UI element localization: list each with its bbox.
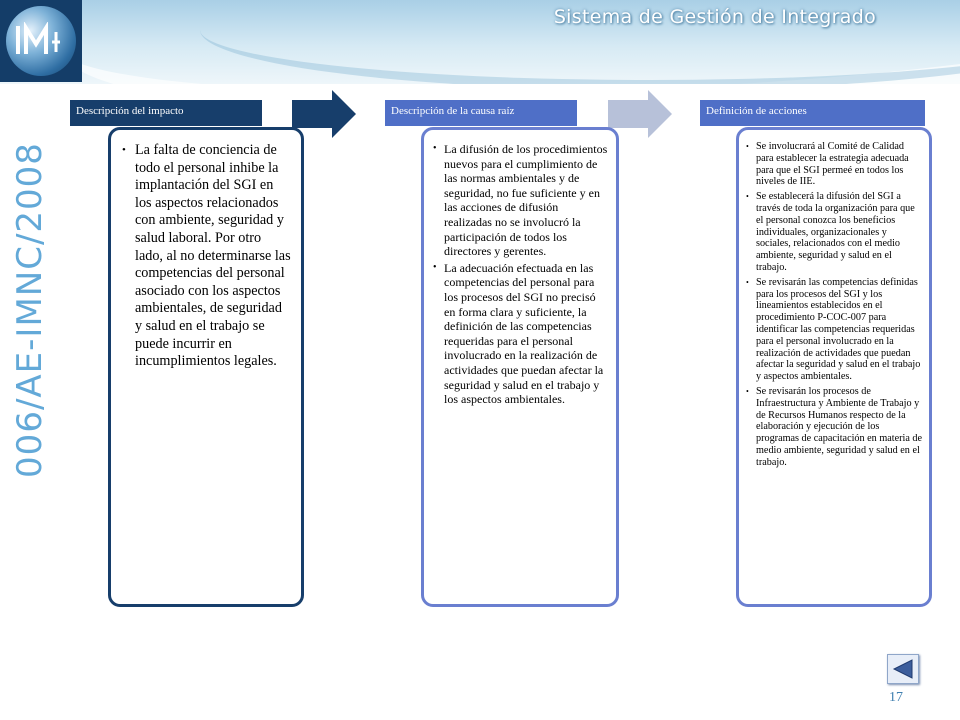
vertical-document-code — [0, 142, 60, 478]
list-item: • Se revisarán los procesos de Infraestructura y Ambiente de Trabajo y de Recursos Humanos respecto de la elaboración y ejecución de los programas de capacitación en materia de medio ambiente, seguridad y salud en el trabajo. — [756, 386, 923, 469]
page-number: 17 — [889, 690, 903, 705]
header-band — [0, 0, 960, 84]
header-actions: Definición de acciones — [700, 100, 925, 126]
actions-list — [739, 130, 929, 469]
impact-list — [111, 130, 301, 371]
impact-description-box — [108, 127, 304, 607]
list-item: • Se involucrará al Comité de Calidad para establecer la estrategia adecuada para que el SGI permeé en todos los niveles de IIE. — [756, 141, 923, 188]
root-cause-list — [424, 130, 616, 407]
list-item: • Se revisarán las competencias definidas para los procesos del SGI y los lineamientos establecidos en el procedimiento P-COC-007 para identificar las competencias requeridas para el personal involucrado en la realización de actividades que puedan afectar la seguridad y salud en el trabajo y aspectos ambientales. — [756, 277, 923, 383]
right-arrow-icon — [608, 90, 672, 138]
list-item: • La adecuación efectuada en las competencias del personal para los procesos del SGI no precisó en forma clara y suficiente, la definición de las competencias requeridas para el personal involucrado en la realización de actividades que puedan afectar la seguridad y salud en el trabajo y los aspectos ambientales. — [444, 261, 608, 407]
document-code: 006/AE-IMNC/2008 — [10, 142, 51, 478]
header-impact-description: Descripción del impacto — [70, 100, 262, 126]
globe-logo-icon — [0, 0, 82, 82]
logo-mark-icon — [14, 22, 68, 58]
previous-slide-icon — [892, 659, 914, 679]
previous-slide-button[interactable] — [887, 654, 919, 684]
header-title: Sistema de Gestión de Integrado — [553, 6, 876, 28]
list-item: • La falta de conciencia de todo el personal inhibe la implantación del SGI en los aspectos relacionados con ambiente, seguridad y salud laboral. Por otro lado, al no determinarse las competencias del personal asociado con los aspectos ambientales, de seguridad y salud en el trabajo se puede incurrir en incumplimientos legales. — [135, 142, 291, 371]
list-item: • Se establecerá la difusión del SGI a través de toda la organización para que el personal conozca los beneficios individuales, organizacionales y sociales, relacionados con el medio ambiente, seguridad y salud en el trabajo. — [756, 191, 923, 274]
root-cause-box — [421, 127, 619, 607]
header-root-cause: Descripción de la causa raíz — [385, 100, 577, 126]
actions-box — [736, 127, 932, 607]
list-item: • La difusión de los procedimientos nuevos para el cumplimiento de las normas ambientales y de seguridad, no fue suficiente y en las acciones de difusión realizadas no se involucró la participación de todos los directores y gerentes. — [444, 142, 608, 259]
